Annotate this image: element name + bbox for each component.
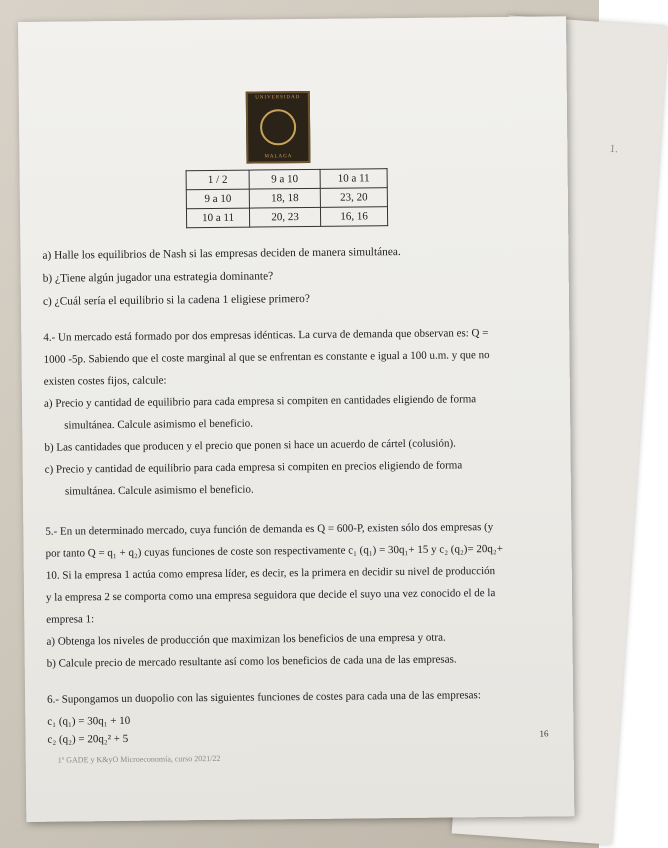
- q4-item-a-cont: simultánea. Calcule asimismo el beneficio.: [64, 417, 254, 432]
- q4-item-a: a) Precio y cantidad de equilibrio para cada empresa si compiten en cantidades eligiendo de forma: [43, 393, 477, 410]
- crest-top-text: UNIVERSIDAD: [255, 95, 301, 101]
- q3-item-a: a) Halle los equilibrios de Nash si las empresas deciden de manera simultánea.: [42, 246, 401, 262]
- page-number: 16: [539, 728, 549, 739]
- q6-cost-2: c₂ (q₂) = 20q₂² + 5: [47, 732, 129, 746]
- q6-cost-1: c₁ (q₁) = 30q₁ + 10: [47, 714, 131, 728]
- q5-statement-line: y la empresa 2 se comporta como una empresa seguidora que decide el suyo una vez conocido el de la: [45, 587, 496, 604]
- q5-item-a: a) Obtenga los niveles de producción que maximizan los beneficios de una empresa y otra.: [46, 631, 446, 648]
- table-cell: 16, 16: [320, 207, 387, 227]
- table-cell: 10 a 11: [186, 208, 249, 228]
- q4-item-b: b) Las cantidades que producen y el precio que ponen si hace un acuerdo de cártel (colusión).: [44, 437, 456, 454]
- table-cell: 10 a 11: [320, 169, 387, 189]
- table-cell: 18, 18: [249, 188, 320, 208]
- crest-emblem-icon: [260, 109, 296, 145]
- q5-statement-line: empresa 1:: [46, 613, 95, 626]
- table-row: [186, 207, 387, 228]
- side-page-label: 1.: [609, 142, 619, 156]
- table-row: [186, 188, 387, 209]
- q5-statement-line: 10. Si la empresa 1 actúa como empresa líder, es decir, es la primera en decidir su nivel de producción: [45, 565, 496, 582]
- q5-statement-line: 5.- En un determinado mercado, cuya función de demanda es Q = 600-P, existen sólo dos empresas (y: [45, 521, 494, 538]
- crest-bottom-text: MALAGA: [264, 154, 293, 160]
- table-cell: 1 / 2: [186, 170, 249, 190]
- table-cell: 9 a 10: [249, 169, 320, 189]
- university-crest-logo: [246, 91, 311, 164]
- q4-statement-line: 4.- Un mercado está formado por dos empresas idénticas. La curva de demanda que observan es: Q =: [43, 327, 489, 344]
- document-page: [18, 16, 574, 822]
- q5-item-b: b) Calcule precio de mercado resultante así como los beneficios de cada una de las empresas.: [46, 653, 457, 670]
- table-cell: 23, 20: [320, 188, 387, 208]
- q5-statement-line: por tanto Q = q₁ + q₂) cuyas funciones de coste son respectivamente c₁ (q₁) = 30q₁+ 15 y c₂ (q₂)= 20q₂+: [45, 542, 503, 560]
- q4-statement-line: existen costes fijos, calcule:: [43, 374, 167, 388]
- q3-item-c: c) ¿Cuál sería el equilibrio si la cadena 1 eligiese primero?: [42, 292, 310, 308]
- table-header-row: [186, 169, 387, 190]
- q4-item-c-cont: simultánea. Calcule asimismo el beneficio.: [64, 483, 254, 498]
- table-cell: 20, 23: [249, 207, 320, 227]
- payoff-table: [186, 168, 389, 228]
- q6-statement-line: 6.- Supongamos un duopolio con las siguientes funciones de costes para cada una de las empresas:: [47, 689, 481, 706]
- q4-item-c: c) Precio y cantidad de equilibrio para cada empresa si compiten en precios eligiendo de forma: [44, 459, 463, 476]
- q3-item-b: b) ¿Tiene algún jugador una estrategia dominante?: [42, 270, 274, 285]
- page-footer: 1º GADE y K&yO Microeconomía, curso 2021/22: [57, 753, 221, 765]
- table-cell: 9 a 10: [186, 189, 249, 209]
- q4-statement-line: 1000 -5p. Sabiendo que el coste marginal al que se enfrentan es constante e igual a 100 u.m. y que no: [43, 349, 490, 366]
